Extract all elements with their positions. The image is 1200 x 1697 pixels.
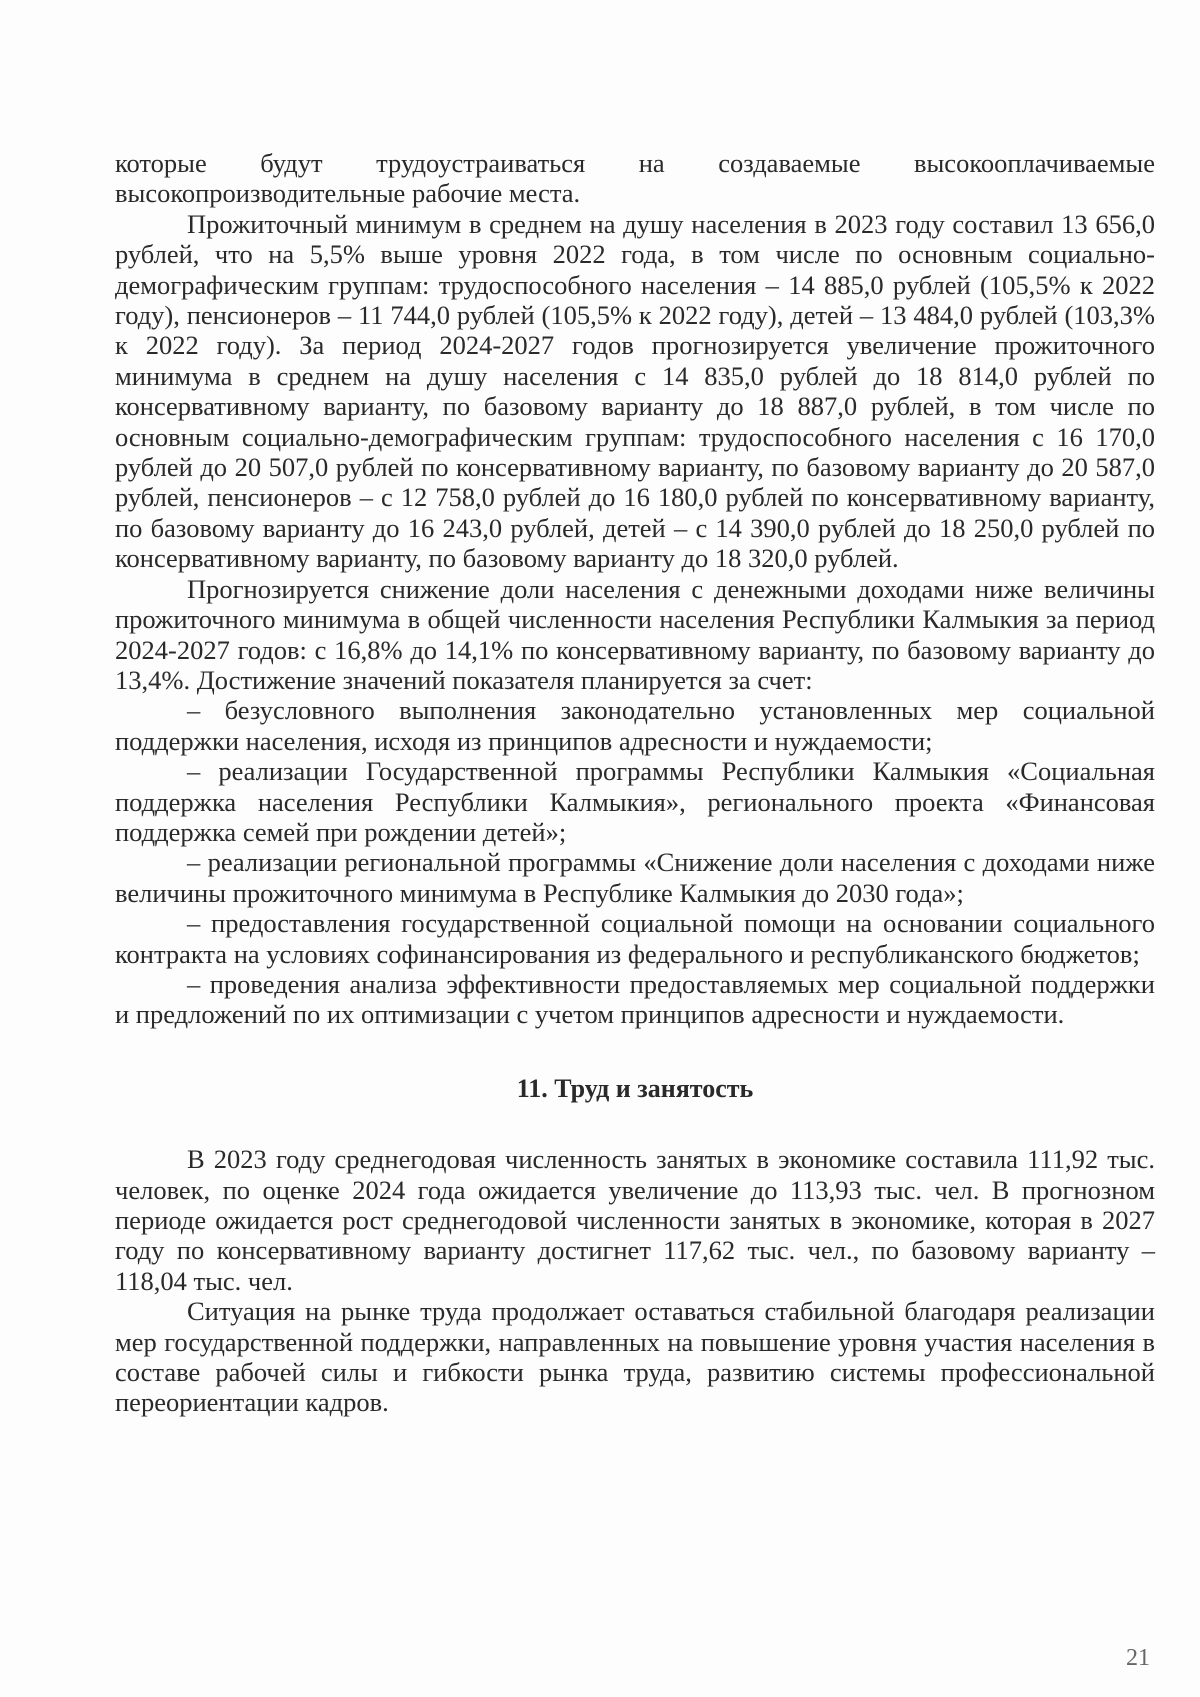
- paragraph-poverty-forecast: Прогнозируется снижение доли населения с денежными доходами ниже величины прожиточного минимума в общей численности населения Республики Калмыкия за период 2024-2027 годов: с 16,8% до 14,1% по консервативному варианту, по базовому варианту до 13,4%. Достижение значений показателя планируется за счет:: [115, 573, 1155, 695]
- paragraph-continuation: которые будут трудоустраиваться на создаваемые высокооплачиваемые высокопроизводительные рабочие места.: [115, 148, 1155, 209]
- paragraph-labor-market: Ситуация на рынке труда продолжает оставаться стабильной благодаря реализации мер государственной поддержки, направленных на повышение уровня участия населения в составе рабочей силы и гибкости рынка труда, развитию системы профессиональной переориентации кадров.: [115, 1296, 1155, 1418]
- document-body: [115, 148, 1155, 1418]
- paragraph-subsistence-minimum: Прожиточный минимум в среднем на душу населения в 2023 году составил 13 656,0 рублей, что на 5,5% выше уровня 2022 года, в том числе по основным социально-демографическим группам: трудоспособного населения – 14 885,0 рублей (105,5% к 2022 году), пенсионеров – 11 744,0 рублей (105,5% к 2022 году), детей – 13 484,0 рублей (103,3% к 2022 году). За период 2024-2027 годов прогнозируется увеличение прожиточного минимума в среднем на душу населения с 14 835,0 рублей до 18 814,0 рублей по консервативному варианту, по базовому варианту до 18 887,0 рублей, в том числе по основным социально-демографическим группам: трудоспособного населения с 16 170,0 рублей до 20 507,0 рублей по консервативному варианту, по базовому варианту до 20 587,0 рублей, пенсионеров – с 12 758,0 рублей до 16 180,0 рублей по консервативному варианту, по базовому варианту до 16 243,0 рублей, детей – с 14 390,0 рублей до 18 250,0 рублей по консервативному варианту, по базовому варианту до 18 320,0 рублей.: [115, 208, 1155, 574]
- section-title: 11. Труд и занятость: [516, 1073, 754, 1103]
- list-item: – реализации региональной программы «Снижение доли населения с доходами ниже величины прожиточного минимума в Республике Калмыкия до 2030 года»;: [115, 847, 1155, 908]
- list-item: – предоставления государственной социальной помощи на основании социального контракта на условиях софинансирования из федерального и республиканского бюджетов;: [115, 908, 1155, 969]
- list-item: – проведения анализа эффективности предоставляемых мер социальной поддержки и предложений по их оптимизации с учетом принципов адресности и нуждаемости.: [115, 968, 1155, 1030]
- list-item: – безусловного выполнения законодательно установленных мер социальной поддержки населения, исходя из принципов адресности и нуждаемости;: [115, 695, 1155, 756]
- paragraph-employment: В 2023 году среднегодовая численность занятых в экономике составила 111,92 тыс. человек, по оценке 2024 года ожидается увеличение до 113,93 тыс. чел. В прогнозном периоде ожидается рост среднегодовой численности занятых в экономике, которая в 2027 году по консервативному варианту достигнет 117,62 тыс. чел., по базовому варианту – 118,04 тыс. чел.: [115, 1144, 1155, 1296]
- page-number: 21: [1126, 1645, 1150, 1671]
- list-item: – реализации Государственной программы Республики Калмыкия «Социальная поддержка населения Республики Калмыкия», регионального проекта «Финансовая поддержка семей при рождении детей»;: [115, 756, 1155, 847]
